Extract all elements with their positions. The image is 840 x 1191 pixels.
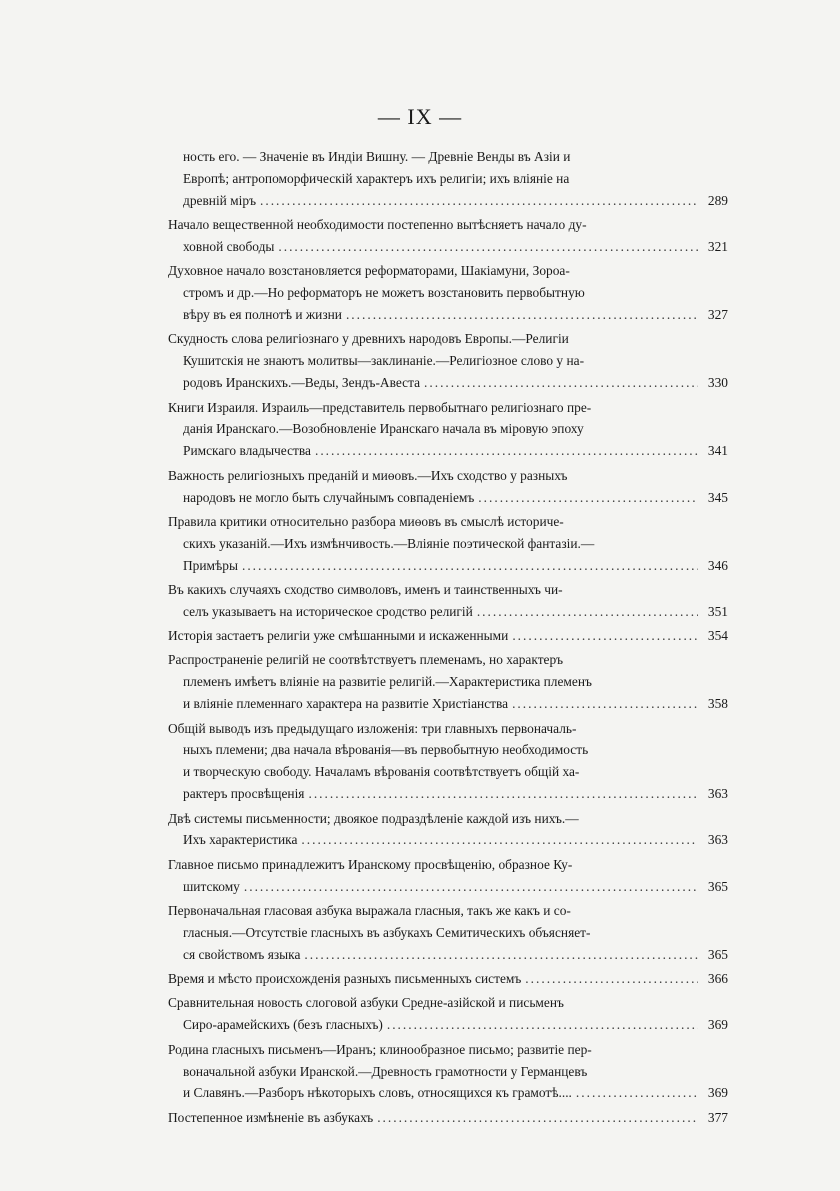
toc-entry-line: Римскаго владычества <box>183 443 311 459</box>
toc-entry <box>168 1107 728 1129</box>
dot-leader <box>377 1107 698 1129</box>
toc-entry <box>168 328 728 394</box>
page-header: — IX — <box>377 104 463 129</box>
toc-entry <box>168 649 728 715</box>
toc-entry-line: Начало вещественной необходимости постепенно вытѣсняетъ начало ду- <box>168 217 587 233</box>
toc-entry-line: Ихъ характеристика <box>183 832 298 848</box>
toc-entry-line: Постепенное измѣненіе въ азбукахъ <box>168 1109 374 1125</box>
toc-entry-line: Двѣ системы письменности; двоякое подраздѣленіе каждой изъ нихъ.— <box>168 810 579 826</box>
page-number: 351 <box>707 603 728 619</box>
page-number: 363 <box>707 786 728 802</box>
toc-entry-line: Книги Израиля. Израиль—представитель первобытнаго религіознаго пре- <box>168 399 592 415</box>
toc-entry <box>168 146 728 212</box>
toc-entry-line: древній міръ <box>183 192 256 208</box>
toc-entry-line: Исторія застаетъ религіи уже смѣшанными и искаженными <box>168 628 509 644</box>
toc-entry-line: стромъ и др.—Но реформаторъ не можетъ возстановить первобытную <box>183 285 585 301</box>
toc-entry <box>168 808 728 852</box>
dot-leader <box>260 190 698 212</box>
toc-entry <box>168 465 728 509</box>
toc-entry-line: Важность религіозныхъ преданій и миѳовъ.—Ихъ сходство у разныхъ <box>168 467 568 483</box>
toc-entry <box>168 968 728 990</box>
toc-entry-line: Въ какихъ случаяхъ сходство символовъ, именъ и таинственныхъ чи- <box>168 581 563 597</box>
toc-entry <box>168 1039 728 1105</box>
dot-leader <box>244 876 698 898</box>
toc-entry-line: гласныя.—Отсутствіе гласныхъ въ азбукахъ Семитическихъ объясняет- <box>183 924 591 940</box>
toc-entry <box>168 992 728 1036</box>
page-number: 321 <box>707 239 728 255</box>
toc-entry-line: рактеръ просвѣщенія <box>183 786 305 802</box>
dot-leader <box>278 236 698 258</box>
dot-leader <box>346 304 698 326</box>
toc-entry-line: Скудность слова религіознаго у древнихъ народовъ Европы.—Религіи <box>168 331 569 347</box>
toc-entry-line: Первоначальная гласовая азбука выражала гласныя, такъ же какъ и со- <box>168 902 571 918</box>
page-number: 345 <box>707 489 728 505</box>
toc-entry-line: Общій выводъ изъ предыдущаго изложенія: три главныхъ первоначаль- <box>168 720 577 736</box>
toc-entry-line: Родина гласныхъ письменъ—Иранъ; клинообразное письмо; развитіе пер- <box>168 1041 592 1057</box>
toc-entry-line: Время и мѣсто происхожденія разныхъ письменныхъ системъ <box>168 971 522 987</box>
dot-leader <box>304 944 698 966</box>
page-number: 365 <box>707 946 728 962</box>
toc-entry-line: Главное письмо принадлежитъ Иранскому просвѣщенію, образное Ку- <box>168 856 573 872</box>
toc-entry-line: шитскому <box>183 878 240 894</box>
page-number: 363 <box>707 832 728 848</box>
table-of-contents <box>168 146 728 1131</box>
toc-entry-line: Распространеніе религій не соотвѣтствуетъ племенамъ, но характеръ <box>168 652 564 668</box>
toc-entry-line: ховной свободы <box>183 239 275 255</box>
dot-leader <box>387 1014 698 1036</box>
dot-leader <box>315 440 698 462</box>
toc-entry <box>168 854 728 898</box>
toc-entry-line: Кушитскія не знаютъ молитвы—заклинаніе.—Религіозное слово у на- <box>183 353 585 369</box>
page-number: 377 <box>707 1109 728 1125</box>
toc-entry <box>168 214 728 258</box>
dot-leader <box>308 783 698 805</box>
toc-entry-line: Сиро-арамейскихъ (безъ гласныхъ) <box>183 1017 383 1033</box>
page-number: 330 <box>707 375 728 391</box>
toc-entry-line: скихъ указаній.—Ихъ измѣнчивость.—Вліяніе поэтической фантазіи.— <box>183 535 595 551</box>
toc-entry <box>168 579 728 623</box>
toc-entry-line: данія Иранскаго.—Возобновленіе Иранскаго начала въ міровую эпоху <box>183 421 584 437</box>
page-number: 289 <box>707 192 728 208</box>
page-number: 354 <box>707 628 728 644</box>
toc-entry-line: ся свойствомъ языка <box>183 946 301 962</box>
page-number: 366 <box>707 971 728 987</box>
toc-entry-line: Европѣ; антропоморфическій характеръ ихъ религіи; ихъ вліяніе на <box>183 170 570 186</box>
toc-entry-line: народовъ не могло быть случайнымъ совпаденіемъ <box>183 489 475 505</box>
dot-leader <box>478 487 698 509</box>
page-number: 358 <box>707 696 728 712</box>
page-number: 365 <box>707 878 728 894</box>
toc-entry-line: воначальной азбуки Иранской.—Древность грамотности у Германцевъ <box>183 1063 588 1079</box>
toc-entry-line: Духовное начало возстановляется реформаторами, Шакіамуни, Зороа- <box>168 263 570 279</box>
toc-entry <box>168 625 728 647</box>
toc-entry-line: племенъ имѣетъ вліяніе на развитіе религій.—Характеристика племенъ <box>183 674 592 690</box>
toc-entry-line: селъ указываетъ на историческое сродство религій <box>183 603 473 619</box>
toc-entry-line: Правила критики относительно разбора миѳовъ въ смыслѣ историче- <box>168 513 564 529</box>
toc-entry-line: ность его. — Значеніе въ Индіи Вишну. — Древніе Венды въ Азіи и <box>183 149 571 164</box>
toc-entry-line: и вліяніе племеннаго характера на развитіе Христіанства <box>183 696 509 712</box>
toc-entry <box>168 260 728 326</box>
toc-entry <box>168 900 728 966</box>
toc-entry-line: родовъ Иранскихъ.—Веды, Зендъ-Авеста <box>183 375 421 391</box>
toc-entry-line: ныхъ племени; два начала вѣрованія—въ первобытную необходимость <box>183 742 589 758</box>
dot-leader <box>576 1082 698 1104</box>
page-number: 346 <box>707 557 728 573</box>
toc-entry <box>168 397 728 463</box>
toc-entry-line: Примѣры <box>183 557 238 573</box>
dot-leader <box>525 968 698 990</box>
page-number: 369 <box>707 1085 728 1101</box>
toc-entry-line: Сравнительная новость слоговой азбуки Средне-азійской и письменъ <box>168 995 564 1011</box>
toc-entry-line: и творческую свободу. Началамъ вѣрованія соотвѣтствуетъ общій ха- <box>183 764 580 780</box>
dot-leader <box>512 693 698 715</box>
page-number: 341 <box>707 443 728 459</box>
dot-leader <box>424 372 698 394</box>
page-number: 327 <box>707 307 728 323</box>
dot-leader <box>477 601 698 623</box>
dot-leader <box>242 555 698 577</box>
page-number: 369 <box>707 1017 728 1033</box>
dot-leader <box>301 829 698 851</box>
dot-leader <box>512 625 698 647</box>
toc-entry <box>168 511 728 577</box>
toc-entry-line: вѣру въ ея полнотѣ и жизни <box>183 307 342 323</box>
toc-entry-line: и Славянъ.—Разборъ нѣкоторыхъ словъ, относящихся къ грамотѣ.... <box>183 1085 572 1101</box>
toc-entry <box>168 718 728 806</box>
